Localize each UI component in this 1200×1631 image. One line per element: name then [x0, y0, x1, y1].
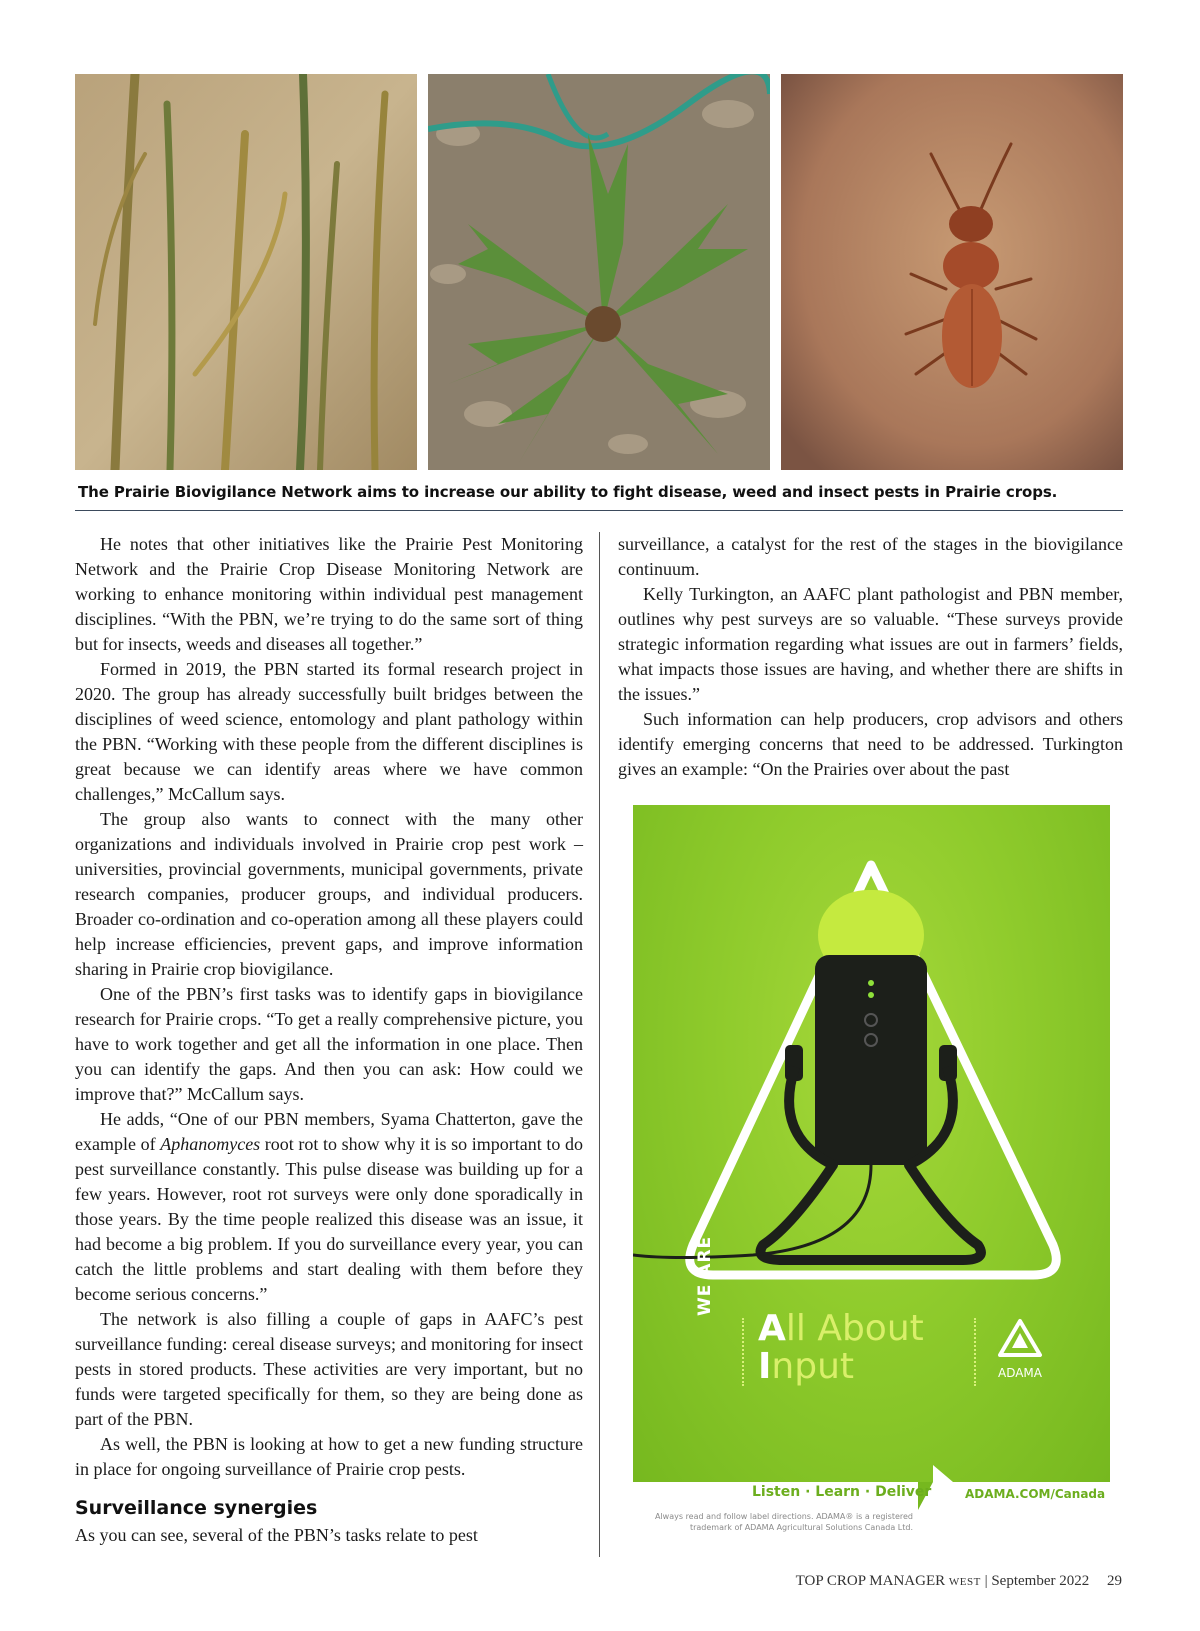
- ad-tagline: [758, 1310, 924, 1386]
- paragraph: He notes that other initiatives like the Prairie Pest Monitoring Network and the Prairie Crop Disease Monitoring Network are working to enhance monitoring within individual pest management disciplines. “With the PBN, we’re trying to do the same sort of thing but for insects, weeds and diseases all together.”: [75, 534, 583, 654]
- ad-legal-text: trademark of ADAMA Agricultural Solutions Canada Ltd.: [689, 1523, 913, 1532]
- paragraph-text: He adds, “One of our PBN members, Syama Chatterton, gave the example of: [75, 1109, 583, 1154]
- ad-brand-name: ADAMA: [997, 1366, 1042, 1380]
- magazine-edition: WEST: [948, 1576, 981, 1588]
- paragraph: As well, the PBN is looking at how to get a new funding structure in place for ongoing surveillance of Prairie crop pests.: [75, 1434, 583, 1479]
- ad-tagline-text: ll About: [785, 1308, 924, 1349]
- paragraph-text: root rot to show why it is so important to do pest surveillance constantly. This pulse disease was building up for a few years. However, root rot surveys were only done sporadically in those years. By the time people realized this disease was an issue, it had become a big problem. If you do surveillance every year, you can catch the little problems and start dealing with them before they become serious concerns.”: [75, 1134, 584, 1304]
- ad-we-are: WE ARE: [695, 1235, 715, 1316]
- issue-date: September 2022: [991, 1573, 1090, 1589]
- paragraph: Kelly Turkington, an AAFC plant pathologist and PBN member, outlines why pest surveys are so valuable. “These surveys provide strategic information regarding what issues are out in farmers’ fields, what impacts those issues are having, and whether there are shifts in the issues.”: [618, 584, 1123, 704]
- ad-tagline-line2: [758, 1348, 924, 1386]
- ad-tagline-initial: I: [758, 1346, 772, 1387]
- paragraph: The group also wants to connect with the many other organizations and individuals involved in Prairie crop pest work – universities, provincial governments, municipal governments, private research companies, producer groups, and individual producers. Broader co-ordination and co-operation among all these players could help increase efficiencies, prevent gaps, and improve information sharing in Prairie crop biovigilance.: [75, 809, 583, 979]
- ad-dotted-divider: [974, 1318, 976, 1386]
- photo-grain-beetle: [781, 74, 1123, 470]
- photo-caption: The Prairie Biovigilance Network aims to increase our ability to fight disease, weed and insect pests in Prairie crops.: [78, 483, 1058, 501]
- photo-diseased-stems: [75, 74, 417, 470]
- adama-logo-icon: [995, 1318, 1045, 1358]
- paragraph: As you can see, several of the PBN’s tasks relate to pest: [75, 1525, 478, 1545]
- paragraph: One of the PBN’s first tasks was to identify gaps in biovigilance research for Prairie crops. “To get a really comprehensive picture, you have to work together and get all the information in one place. Then you can identify the gaps. And then you can ask: How could we improve that?” McCallum says.: [75, 984, 583, 1104]
- paragraph: The network is also filling a couple of gaps in AAFC’s pest surveillance funding: cereal disease surveys; and monitoring for insect pests in stored products. These activities are very important, but no funds were targeted specifically for them, so they are being done as part of the PBN.: [75, 1309, 583, 1429]
- column-divider: [599, 532, 600, 1557]
- photo-dandelion-weed: [428, 74, 770, 470]
- ad-tagline-text: nput: [771, 1346, 855, 1387]
- magazine-name: TOP CROP MANAGER: [795, 1573, 946, 1589]
- ad-legal-text: Always read and follow label directions. ADAMA® is a registered: [654, 1512, 913, 1521]
- paragraph: [75, 1107, 583, 1307]
- paragraph: surveillance, a catalyst for the rest of the stages in the biovigilance continuum.: [618, 534, 1123, 579]
- article-column-left: [75, 532, 583, 1548]
- ad-tagline-line1: [758, 1310, 924, 1348]
- article-column-right: [618, 532, 1123, 782]
- caption-divider: [75, 510, 1123, 511]
- ad-website-link[interactable]: ADAMA.COM/Canada: [965, 1487, 1106, 1501]
- ad-slogan: Listen · Learn · Deliver: [752, 1484, 932, 1500]
- ad-dotted-divider: [742, 1318, 744, 1386]
- page-number: 29: [1107, 1573, 1122, 1589]
- ad-tagline-initial: A: [758, 1308, 786, 1349]
- species-name: Aphanomyces: [160, 1134, 261, 1154]
- paragraph: Such information can help producers, crop advisors and others identify emerging concerns that need to be addressed. Turkington gives an example: “On the Prairies over about the past: [618, 709, 1123, 779]
- paragraph: Formed in 2019, the PBN started its formal research project in 2020. The group has already successfully built bridges between the disciplines of weed science, entomology and plant pathology within the PBN. “Working with these people from the different disciplines is great because we can identify areas where we have common challenges,” McCallum says.: [75, 659, 583, 804]
- page-footer: TOP CROP MANAGER WEST | September 2022 29: [795, 1573, 1122, 1589]
- section-subhead: Surveillance synergies: [75, 1497, 318, 1519]
